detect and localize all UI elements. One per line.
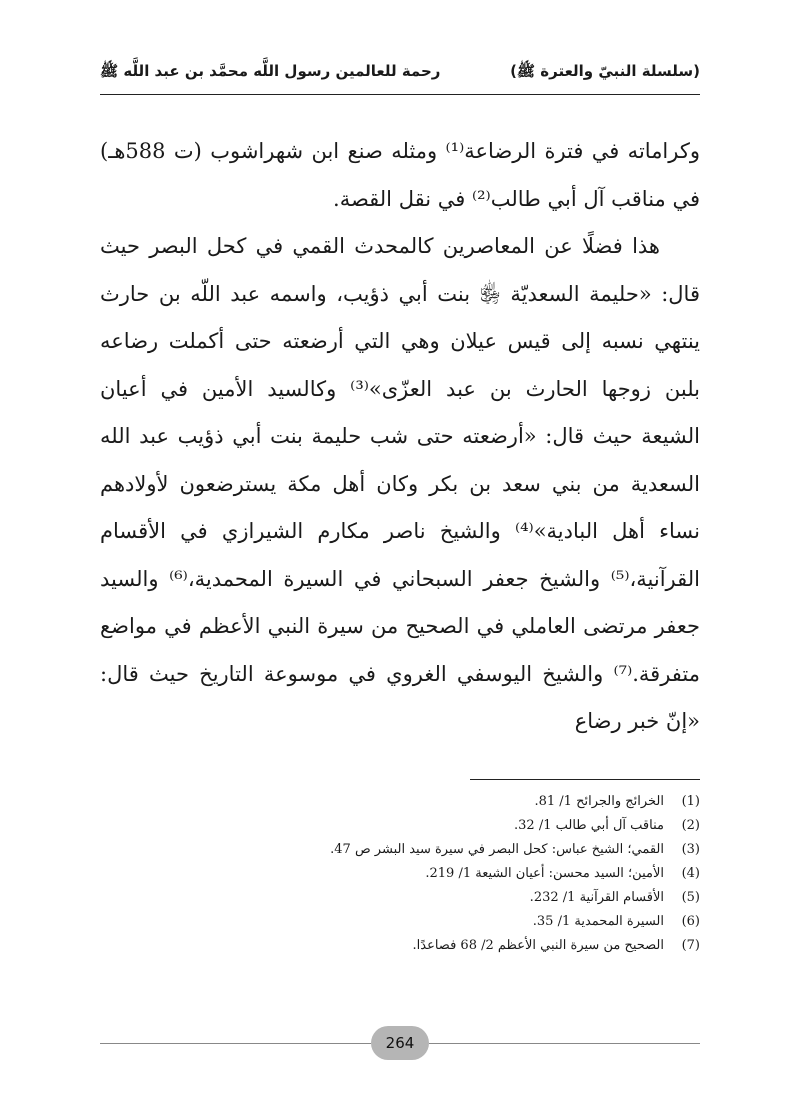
footnote-item [100, 886, 700, 910]
footer-rule-left [100, 1043, 371, 1044]
footnote-item [100, 814, 700, 838]
footnote-number: (7) [681, 938, 700, 953]
footnote-text: الخرائج والجرائح 1/ 81. [534, 794, 664, 809]
footnote-item [100, 790, 700, 814]
footnote-text: الأمين؛ السيد محسن: أعيان الشيعة 1/ 219. [425, 866, 664, 881]
footnote-number: (1) [681, 794, 700, 809]
footnote-text: الأقسام القرآنية 1/ 232. [529, 890, 664, 905]
footnote-number: (2) [681, 818, 700, 833]
footnote-number: (6) [681, 914, 700, 929]
footnote-number: (5) [681, 890, 700, 905]
footnote-number: (4) [681, 866, 700, 881]
footnote-number: (3) [681, 842, 700, 857]
footnote-rule [470, 779, 700, 780]
running-header [100, 58, 700, 88]
series-title: (سلسلة النبيّ والعترة ﷺ) [510, 62, 700, 80]
footnote-text: مناقب آل أبي طالب 1/ 32. [514, 818, 664, 833]
footnote-text: الصحيح من سيرة النبي الأعظم 2/ 68 فصاعدًا. [412, 938, 664, 953]
footnote-text: القمي؛ الشيخ عباس: كحل البصر في سيرة سيد البشر ص 47. [330, 842, 664, 857]
footnote-item [100, 862, 700, 886]
book-title: رحمة للعالمين رسول اللَّه محمَّد بن عبد اللَّه ﷺ [100, 62, 441, 80]
page-footer [100, 1025, 700, 1061]
paragraph: وكراماته في فترة الرضاعة⁽¹⁾ ومثله صنع ابن شهراشوب (ت 588هـ) في مناقب آل أبي طالب⁽²⁾ في نقل القصة. [100, 139, 700, 211]
header-rule [100, 94, 700, 95]
footer-rule-right [429, 1043, 700, 1044]
paragraph: هذا فضلًا عن المعاصرين كالمحدث القمي في كحل البصر حيث قال: «حليمة السعديّة ﵂ بنت أبي ذؤيب، واسمه عبد اللّه بن حارث ينتهي نسبه إلى قيس عيلان وهي التي أرضعته حتى أكملت رضاعه بلبن زوجها الحارث بن عبد العزّى»⁽³⁾ وكالسيد الأمين في أعيان الشيعة حيث قال: «أرضعته حتى شب حليمة بنت أبي ذؤيب عبد الله السعدية من بني سعد بن بكر وكان أهل مكة يسترضعون لأولادهم نساء أهل البادية»⁽⁴⁾ والشيخ ناصر مكارم الشيرازي في الأقسام القرآنية،⁽⁵⁾ والشيخ جعفر السبحاني في السيرة المحمدية،⁽⁶⁾ والسيد جعفر مرتضى العاملي في الصحيح من سيرة النبي الأعظم في مواضع متفرقة.⁽⁷⁾ والشيخ اليوسفي الغروي في موسوعة التاريخ حيث قال: «إنّ خبر رضاع [100, 234, 701, 733]
footnote-item [100, 934, 700, 958]
footnote-list [100, 790, 700, 958]
main-text [100, 128, 700, 746]
page-number: 264 [371, 1026, 429, 1060]
footnote-item [100, 838, 700, 862]
footnote-item [100, 910, 700, 934]
footnote-text: السيرة المحمدية 1/ 35. [532, 914, 664, 929]
